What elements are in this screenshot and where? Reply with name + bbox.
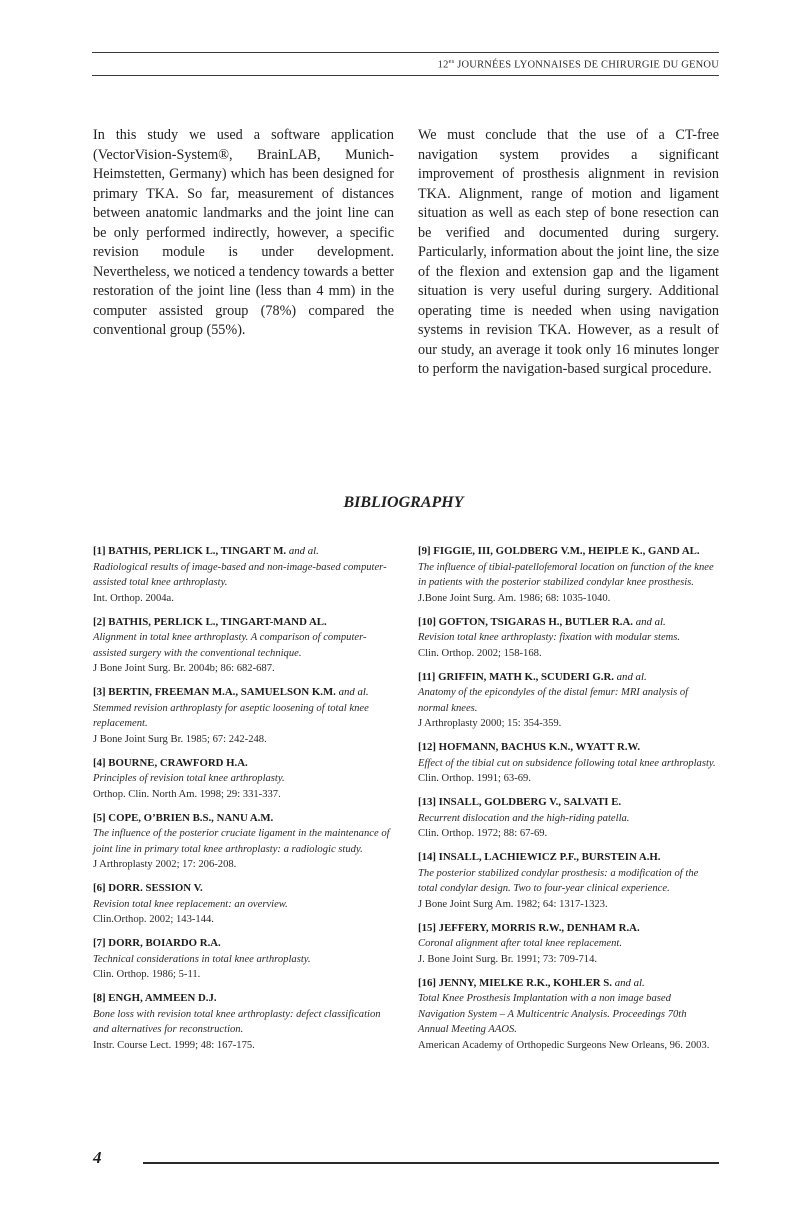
running-head-text: JOURNÉES LYONNAISES DE CHIRURGIE DU GENOU (457, 59, 719, 71)
reference-source: Instr. Course Lect. 1999; 48: 167-175. (93, 1039, 255, 1051)
running-head (438, 58, 719, 71)
reference-entry (418, 544, 719, 606)
reference-entry (93, 544, 394, 606)
reference-author-names: [16] JENNY, MIELKE R.K., KOHLER S. (418, 976, 612, 989)
reference-authors (418, 795, 719, 811)
reference-title: The influence of the posterior cruciate ligament in the maintenance of joint line in primary total knee arthroplasty: a radiologic study. (93, 828, 390, 855)
reference-entry (418, 670, 719, 732)
reference-authors (93, 991, 394, 1007)
reference-entry (418, 795, 719, 842)
references-right-column (418, 544, 719, 1062)
reference-source: J Arthroplasty 2000; 15: 354-359. (418, 718, 562, 729)
reference-source: J Arthroplasty 2002; 17: 206-208. (93, 859, 237, 870)
reference-authors (93, 811, 394, 827)
reference-author-names: [5] COPE, O’BRIEN B.S., NANU A.M. (93, 811, 274, 824)
reference-authors (418, 615, 719, 631)
reference-title: The influence of tibial-patellofemoral location on function of the knee in patients with the posterior stabilized condylar knee prosthesis. (418, 561, 714, 588)
reference-author-names: [6] DORR. SESSION V. (93, 882, 203, 894)
reference-title: Alignment in total knee arthroplasty. A comparison of computer-assisted surgery with the conventional technique. (93, 632, 367, 659)
reference-authors (418, 670, 719, 686)
references-left-column (93, 544, 394, 1062)
reference-author-names: [9] FIGGIE, III, GOLDBERG V.M., HEIPLE K., GAND AL. (418, 545, 700, 557)
reference-authors (93, 756, 394, 772)
reference-source: Clin. Orthop. 2002; 158-168. (418, 647, 542, 659)
reference-author-names: [4] BOURNE, CRAWFORD H.A. (93, 756, 248, 769)
reference-entry (93, 936, 394, 983)
reference-author-names: [10] GOFTON, TSIGARAS H., BUTLER R.A. (418, 615, 633, 628)
header-rule-bottom (92, 75, 719, 76)
reference-authors (418, 740, 719, 756)
reference-title: Radiological results of image-based and non-image-based computer-assisted total knee arthroplasty. (93, 561, 387, 588)
reference-entry (418, 740, 719, 787)
reference-author-names: [14] INSALL, LACHIEWICZ P.F., BURSTEIN A.H. (418, 851, 661, 863)
reference-entry (93, 811, 394, 873)
reference-authors (418, 976, 719, 992)
reference-entry (418, 615, 719, 662)
reference-entry (418, 850, 719, 912)
reference-source: Clin. Orthop. 1972; 88: 67-69. (418, 828, 548, 839)
reference-author-names: [3] BERTIN, FREEMAN M.A., SAMUELSON K.M. (93, 686, 336, 698)
reference-source: American Academy of Orthopedic Surgeons New Orleans, 96. 2003. (418, 1039, 710, 1051)
reference-title: Effect of the tibial cut on subsidence following total knee arthroplasty. (418, 757, 716, 769)
footer-rule (143, 1162, 719, 1164)
reference-title: Stemmed revision arthroplasty for aseptic loosening of total knee replacement. (93, 702, 369, 729)
reference-source: J. Bone Joint Surg. Br. 1991; 73: 709-714. (418, 953, 598, 965)
reference-source: Orthop. Clin. North Am. 1998; 29: 331-337. (93, 788, 281, 800)
reference-author-names: [12] HOFMANN, BACHUS K.N., WYATT R.W. (418, 741, 641, 753)
reference-authors (93, 881, 394, 897)
reference-et-al: and al. (338, 686, 369, 698)
running-head-ordinal-suffix: es (448, 58, 455, 65)
reference-source: Int. Orthop. 2004a. (93, 592, 174, 604)
bibliography-heading: BIBLIOGRAPHY (343, 494, 464, 511)
reference-title: Principles of revision total knee arthroplasty. (93, 773, 285, 784)
reference-author-names: [11] GRIFFIN, MATH K., SCUDERI G.R. (418, 670, 614, 683)
reference-title: Anatomy of the epicondyles of the distal femur: MRI analysis of normal knees. (418, 687, 689, 714)
reference-author-names: [7] DORR, BOIARDO R.A. (93, 937, 221, 949)
header-rule-top (92, 52, 719, 53)
body-paragraph-right: We must conclude that the use of a CT-free navigation system provides a significant improvement of prosthesis alignment in revision TKA. Alignment, range of motion and ligament situation as well as each step of bone resection can be verified and documented during surgery. Particularly, information about the joint line, the size of the flexion and extension gap and the ligament situation is very useful during surgery. Additional operating time is needed when using navigation systems in revision TKA. However, as a result of our study, an average it took only 16 minutes longer to perform the navigation-based surgical procedure. (418, 127, 719, 377)
reference-authors (93, 544, 394, 560)
reference-source: J Bone Joint Surg Br. 1985; 67: 242-248. (93, 733, 267, 745)
reference-authors (418, 544, 719, 560)
reference-authors (418, 850, 719, 866)
reference-source: Clin. Orthop. 1986; 5-11. (93, 969, 201, 980)
reference-source: J Bone Joint Surg Am. 1982; 64: 1317-1323. (418, 898, 608, 910)
reference-authors (93, 685, 394, 701)
running-head-ordinal: 12 (437, 59, 449, 71)
reference-et-al: and al. (635, 615, 666, 628)
reference-title: Bone loss with revision total knee arthroplasty: defect classification and alternatives for reconstruction. (93, 1008, 381, 1035)
reference-source: Clin.Orthop. 2002; 143-144. (93, 914, 214, 925)
reference-et-al: and al. (614, 976, 645, 989)
reference-authors (418, 921, 719, 937)
reference-authors (93, 615, 394, 631)
reference-entry (418, 976, 719, 1054)
reference-author-names: [15] JEFFERY, MORRIS R.W., DENHAM R.A. (418, 921, 640, 934)
reference-title: Recurrent dislocation and the high-riding patella. (418, 812, 630, 824)
reference-entry (93, 991, 394, 1053)
reference-entry (93, 615, 394, 677)
reference-entry (418, 921, 719, 968)
reference-et-al: and al. (616, 670, 647, 683)
reference-title: Revision total knee arthroplasty: fixation with modular stems. (418, 632, 681, 643)
reference-entry (93, 756, 394, 803)
reference-title: Revision total knee replacement: an overview. (93, 898, 288, 910)
reference-authors (93, 936, 394, 952)
reference-author-names: [8] ENGH, AMMEEN D.J. (93, 992, 217, 1004)
reference-et-al: and al. (288, 545, 319, 557)
page-number: 4 (93, 1148, 102, 1167)
reference-source: J Bone Joint Surg. Br. 2004b; 86: 682-687. (93, 663, 275, 674)
reference-entry (93, 881, 394, 928)
reference-title: Coronal alignment after total knee replacement. (418, 938, 622, 949)
reference-title: The posterior stabilized condylar prosthesis: a modification of the total condylar design. Two to four-year clinical experience. (418, 867, 699, 894)
reference-author-names: [13] INSALL, GOLDBERG V., SALVATI E. (418, 796, 622, 808)
reference-source: Clin. Orthop. 1991; 63-69. (418, 773, 531, 784)
reference-author-names: [1] BATHIS, PERLICK L., TINGART M. (93, 545, 287, 557)
reference-entry (93, 685, 394, 747)
reference-title: Total Knee Prosthesis Implantation with a non image based Navigation System – A Multicentric Analysis. Proceedings 70th Annual Meeting AAOS. (418, 993, 687, 1035)
body-paragraph-left: In this study we used a software application (VectorVision-System®, BrainLAB, Munich-Heimstetten, Germany) which has been designed for primary TKA. So far, measurement of distances between anatomic landmarks and the joint line can be only performed indirectly, however, a specific revision module is under development. Nevertheless, we noticed a tendency towards a better restoration of the joint line (less than 4 mm) in the computer assisted group (78%) compared the conventional group (55%). (93, 127, 394, 338)
reference-source: J.Bone Joint Surg. Am. 1986; 68: 1035-1040. (418, 592, 611, 604)
reference-title: Technical considerations in total knee arthroplasty. (93, 953, 311, 965)
reference-author-names: [2] BATHIS, PERLICK L., TINGART-MAND AL. (93, 615, 327, 628)
